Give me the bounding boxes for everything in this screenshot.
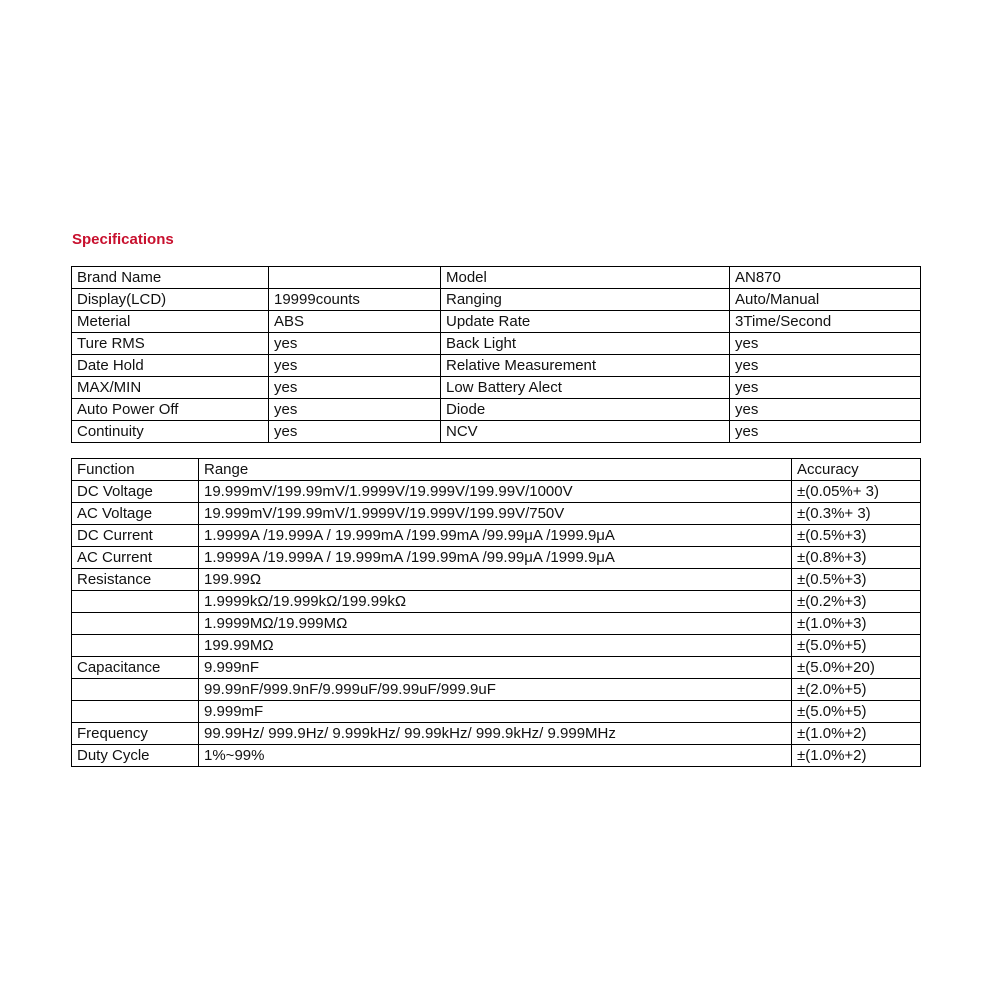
function-cell: DC Current <box>72 525 199 547</box>
accuracy-cell: ±(2.0%+5) <box>792 679 921 701</box>
function-cell <box>72 679 199 701</box>
range-cell: 19.999mV/199.99mV/1.9999V/19.999V/199.99V/1000V <box>199 481 792 503</box>
accuracy-cell: ±(1.0%+2) <box>792 723 921 745</box>
range-cell: 19.999mV/199.99mV/1.9999V/19.999V/199.99V/750V <box>199 503 792 525</box>
spec-row <box>72 289 921 311</box>
range-cell: 1.9999MΩ/19.999MΩ <box>199 613 792 635</box>
function-cell <box>72 591 199 613</box>
table-row <box>72 481 921 503</box>
table-row <box>72 745 921 767</box>
header-range: Range <box>199 459 792 481</box>
accuracy-cell: ±(5.0%+5) <box>792 701 921 723</box>
spec-value: AN870 <box>730 267 921 289</box>
function-cell: AC Current <box>72 547 199 569</box>
spec-row <box>72 355 921 377</box>
spec-label: Continuity <box>72 421 269 443</box>
range-cell: 9.999mF <box>199 701 792 723</box>
function-table-body <box>72 481 921 767</box>
table-row <box>72 591 921 613</box>
table-row <box>72 503 921 525</box>
function-cell: Duty Cycle <box>72 745 199 767</box>
table-row <box>72 569 921 591</box>
header-function: Function <box>72 459 199 481</box>
specifications-table <box>71 266 921 443</box>
spec-value: yes <box>730 377 921 399</box>
table-row <box>72 723 921 745</box>
accuracy-cell: ±(1.0%+2) <box>792 745 921 767</box>
range-cell: 1.9999A /19.999A / 19.999mA /199.99mA /99.99μA /1999.9μA <box>199 525 792 547</box>
accuracy-cell: ±(0.2%+3) <box>792 591 921 613</box>
spec-label: Auto Power Off <box>72 399 269 421</box>
spec-row <box>72 333 921 355</box>
range-cell: 1%~99% <box>199 745 792 767</box>
accuracy-cell: ±(0.05%+ 3) <box>792 481 921 503</box>
header-accuracy: Accuracy <box>792 459 921 481</box>
table-row <box>72 701 921 723</box>
spec-value: yes <box>269 377 441 399</box>
spec-value: Auto/Manual <box>730 289 921 311</box>
accuracy-cell: ±(0.5%+3) <box>792 569 921 591</box>
spec-value: yes <box>269 333 441 355</box>
spec-value: yes <box>269 399 441 421</box>
accuracy-cell: ±(5.0%+20) <box>792 657 921 679</box>
function-cell <box>72 635 199 657</box>
function-table-header <box>72 459 921 481</box>
spec-value: yes <box>730 333 921 355</box>
table-row <box>72 547 921 569</box>
spec-label: Ture RMS <box>72 333 269 355</box>
spec-label: Meterial <box>72 311 269 333</box>
function-cell: DC Voltage <box>72 481 199 503</box>
range-cell: 199.99Ω <box>199 569 792 591</box>
range-cell: 1.9999A /19.999A / 19.999mA /199.99mA /99.99μA /1999.9μA <box>199 547 792 569</box>
function-range-table <box>71 458 921 767</box>
spec-label: Back Light <box>441 333 730 355</box>
accuracy-cell: ±(0.5%+3) <box>792 525 921 547</box>
spec-value: 3Time/Second <box>730 311 921 333</box>
spec-label: NCV <box>441 421 730 443</box>
spec-row <box>72 311 921 333</box>
function-cell <box>72 701 199 723</box>
spec-row <box>72 377 921 399</box>
function-cell: AC Voltage <box>72 503 199 525</box>
spec-label: Update Rate <box>441 311 730 333</box>
function-cell <box>72 613 199 635</box>
spec-row <box>72 399 921 421</box>
spec-label: Ranging <box>441 289 730 311</box>
header-row <box>72 459 921 481</box>
function-cell: Frequency <box>72 723 199 745</box>
spec-label: Model <box>441 267 730 289</box>
accuracy-cell: ±(0.8%+3) <box>792 547 921 569</box>
table-row <box>72 657 921 679</box>
spec-value: yes <box>269 355 441 377</box>
range-cell: 99.99nF/999.9nF/9.999uF/99.99uF/999.9uF <box>199 679 792 701</box>
table-row <box>72 613 921 635</box>
spec-row <box>72 267 921 289</box>
spec-label: MAX/MIN <box>72 377 269 399</box>
spec-row <box>72 421 921 443</box>
table-row <box>72 635 921 657</box>
accuracy-cell: ±(5.0%+5) <box>792 635 921 657</box>
range-cell: 99.99Hz/ 999.9Hz/ 9.999kHz/ 99.99kHz/ 999.9kHz/ 9.999MHz <box>199 723 792 745</box>
range-cell: 1.9999kΩ/19.999kΩ/199.99kΩ <box>199 591 792 613</box>
specifications-table-body <box>72 267 921 443</box>
spec-label: Date Hold <box>72 355 269 377</box>
spec-label: Diode <box>441 399 730 421</box>
accuracy-cell: ±(0.3%+ 3) <box>792 503 921 525</box>
function-cell: Capacitance <box>72 657 199 679</box>
table-row <box>72 679 921 701</box>
range-cell: 199.99MΩ <box>199 635 792 657</box>
spec-value: ABS <box>269 311 441 333</box>
spec-value: yes <box>730 355 921 377</box>
spec-label: Display(LCD) <box>72 289 269 311</box>
range-cell: 9.999nF <box>199 657 792 679</box>
spec-value: yes <box>730 399 921 421</box>
spec-value: 19999counts <box>269 289 441 311</box>
spec-label: Low Battery Alect <box>441 377 730 399</box>
spec-value: yes <box>269 421 441 443</box>
spec-label: Brand Name <box>72 267 269 289</box>
specifications-heading: Specifications <box>72 231 174 248</box>
accuracy-cell: ±(1.0%+3) <box>792 613 921 635</box>
spec-label: Relative Measurement <box>441 355 730 377</box>
table-row <box>72 525 921 547</box>
spec-value: yes <box>730 421 921 443</box>
function-cell: Resistance <box>72 569 199 591</box>
spec-value <box>269 267 441 289</box>
